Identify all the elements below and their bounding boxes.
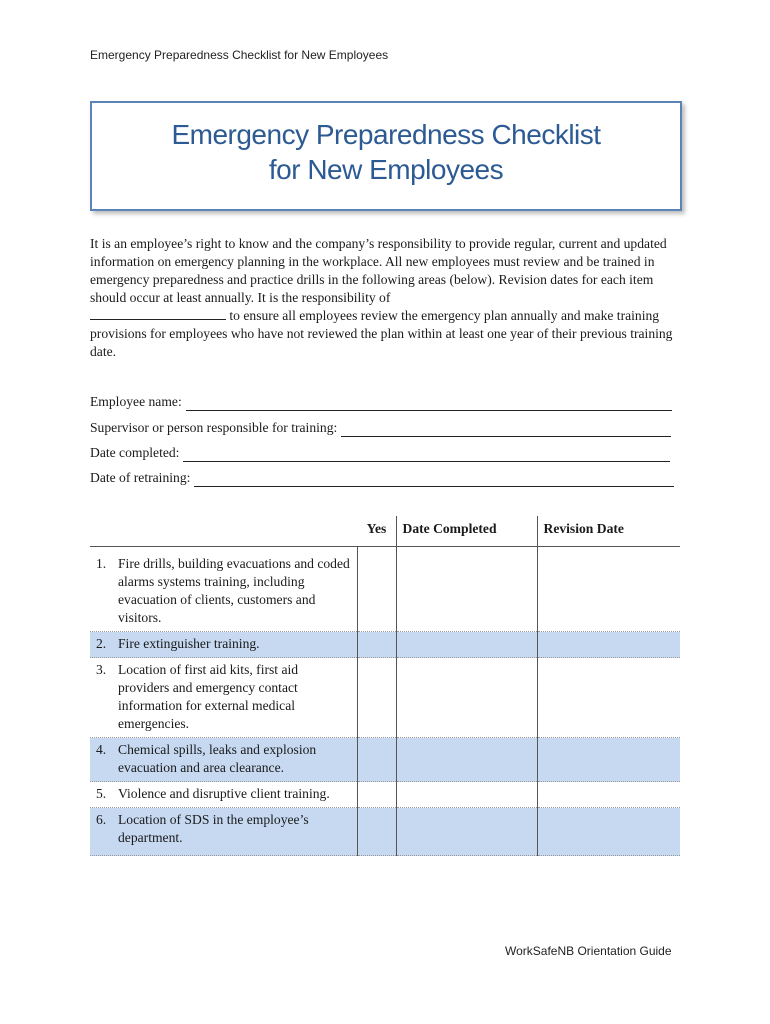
table-row [90,658,680,738]
date-completed-cell[interactable] [396,632,537,658]
date-completed-label: Date completed: [90,445,180,460]
item-cell [90,547,358,632]
date-completed-cell[interactable] [396,782,537,808]
page-title-line-2: for New Employees [268,154,504,185]
intro-text-part-1: It is an employee’s right to know and the company’s responsibility to provide regular, current and updated information on emergency planning in the workplace. All new employees must review and be trained in emergency preparedness and practice drills in the following areas (below). Revision dates for each item should occur at least annually. It is the responsibility of [90,236,667,305]
supervisor-row [90,419,671,437]
revision-date-cell[interactable] [537,738,680,782]
date-retraining-row [90,469,674,487]
date-completed-cell[interactable] [396,738,537,782]
yes-cell[interactable] [358,632,397,658]
item-cell [90,738,358,782]
yes-cell[interactable] [358,738,397,782]
header-yes: Yes [358,516,397,547]
date-completed-cell[interactable] [396,547,537,632]
employee-name-field[interactable] [186,397,672,411]
date-completed-field[interactable] [183,448,670,462]
header-date-completed: Date Completed [396,516,537,547]
employee-name-label: Employee name: [90,394,182,409]
date-retraining-label: Date of retraining: [90,470,191,485]
item-number: 5. [96,786,107,801]
table-row [90,782,680,808]
item-text: Violence and disruptive client training. [118,786,330,801]
date-completed-cell[interactable] [396,658,537,738]
yes-cell[interactable] [358,782,397,808]
table-row [90,632,680,658]
title-box [90,101,682,211]
table-row [90,738,680,782]
date-completed-row [90,444,670,462]
yes-cell[interactable] [358,658,397,738]
item-number: 1. [96,556,107,571]
page-title-line-1: Emergency Preparedness Checklist [171,119,601,150]
employee-name-row [90,393,672,411]
checklist-table [90,516,680,856]
intro-paragraph [90,235,680,361]
revision-date-cell[interactable] [537,632,680,658]
table-row [90,547,680,632]
revision-date-cell[interactable] [537,808,680,856]
page-footer: WorkSafeNB Orientation Guide [505,944,672,958]
item-text: Fire extinguisher training. [118,636,260,651]
revision-date-cell[interactable] [537,782,680,808]
header-item [90,516,358,547]
item-cell [90,658,358,738]
item-cell [90,782,358,808]
item-number: 6. [96,812,107,827]
item-text: Location of first aid kits, first aid providers and emergency contact information for external medical emergencies. [118,662,299,731]
supervisor-field[interactable] [341,423,671,437]
table-header-row [90,516,680,547]
yes-cell[interactable] [358,547,397,632]
item-number: 2. [96,636,107,651]
revision-date-cell[interactable] [537,658,680,738]
item-cell [90,632,358,658]
item-text: Fire drills, building evacuations and coded alarms systems training, including evacuation of clients, customers and visitors. [118,556,350,625]
responsible-party-blank[interactable] [90,307,226,320]
supervisor-label: Supervisor or person responsible for training: [90,420,338,435]
header-revision-date: Revision Date [537,516,680,547]
revision-date-cell[interactable] [537,547,680,632]
table-row [90,808,680,856]
intro-text-part-2: to ensure all employees review the emergency plan annually and make training provisions for employees who have not reviewed the plan within at least one year of their previous training date. [90,308,673,359]
item-text: Location of SDS in the employee’s department. [118,812,309,845]
date-retraining-field[interactable] [194,473,674,487]
yes-cell[interactable] [358,808,397,856]
item-number: 3. [96,662,107,677]
date-completed-cell[interactable] [396,808,537,856]
item-cell [90,808,358,856]
running-header: Emergency Preparedness Checklist for New Employees [90,48,389,62]
item-number: 4. [96,742,107,757]
item-text: Chemical spills, leaks and explosion evacuation and area clearance. [118,742,317,775]
